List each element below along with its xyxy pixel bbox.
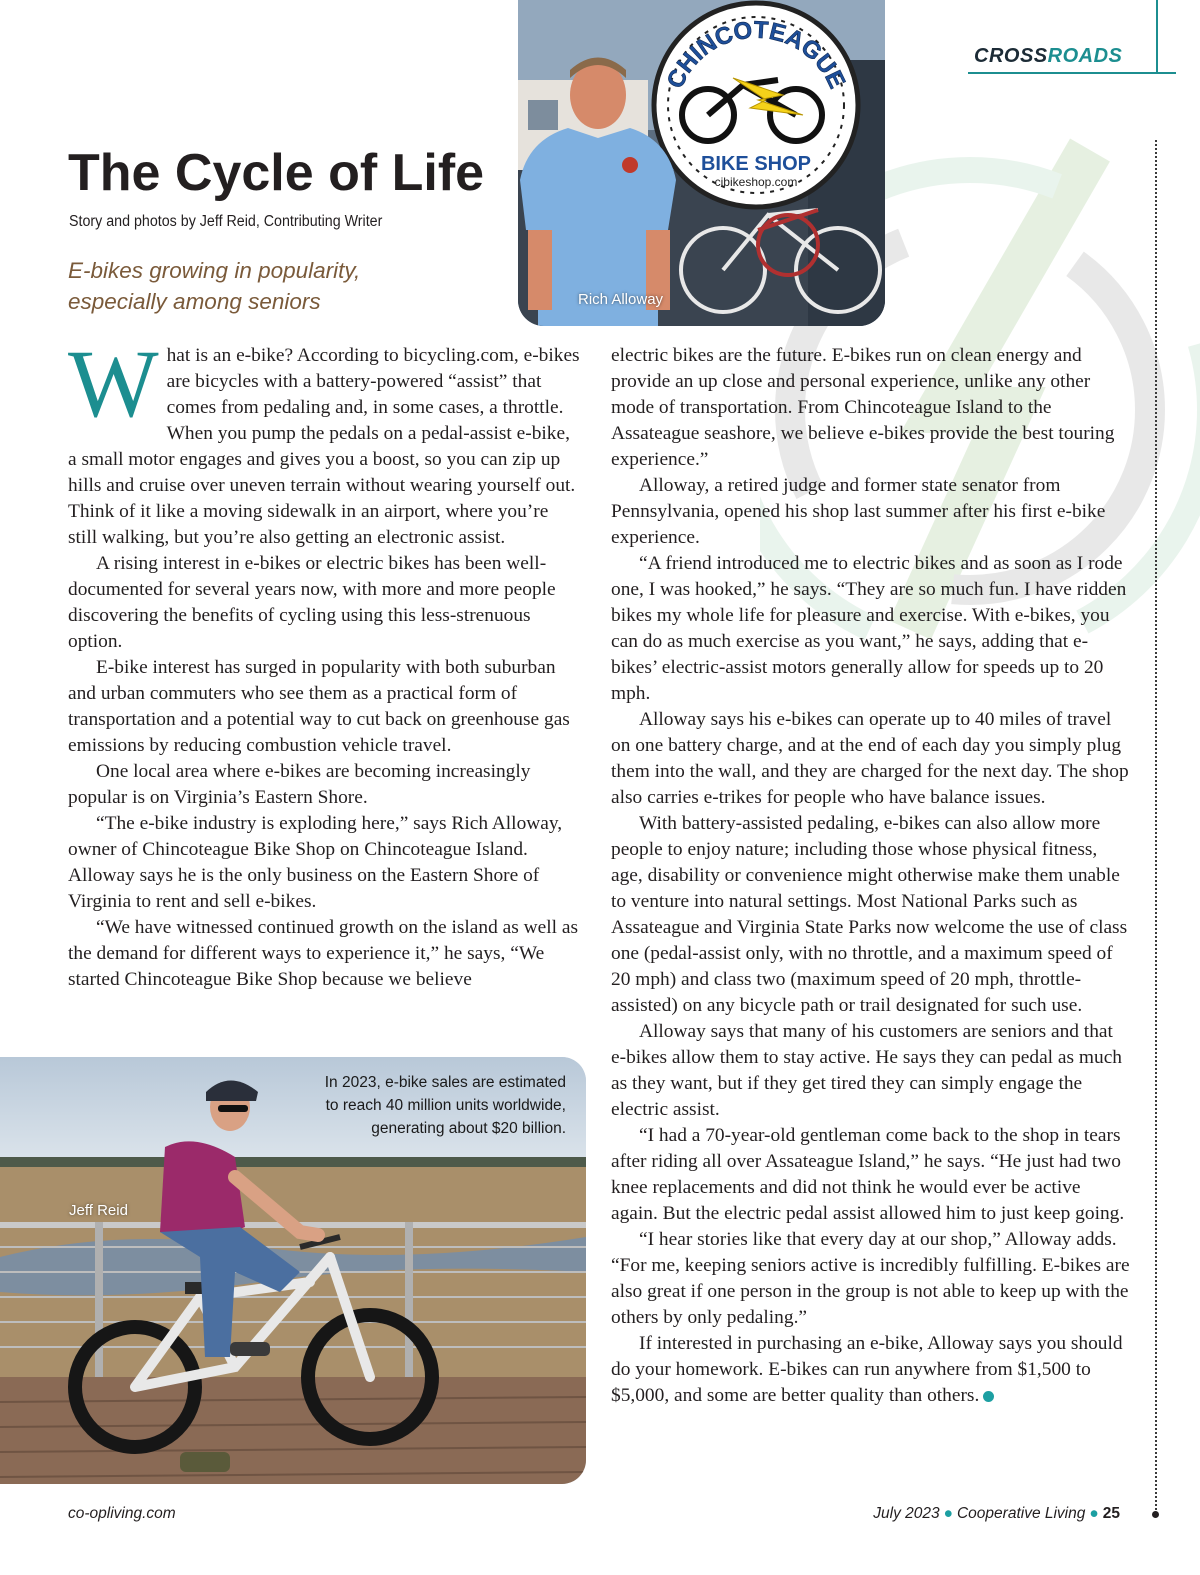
header-rule-vertical [1156,0,1158,74]
paragraph: E-bike interest has surged in popularity with both suburban and urban commuters who see them as a practical form of transportation and a potential way to cut back on greenhouse gas emissions by reducing combustion vehicle travel. [68,657,570,756]
paragraph: “We have witnessed continued growth on the island as well as the demand for different ways to experience it,” he says, “We started Chincoteague Bike Shop because we believe [68,917,579,990]
paragraph: “I hear stories like that every day at our shop,” Alloway adds. “For me, keeping seniors active is incredibly fulfilling. E-bikes are also great if one person in the group is not able to keep up with the others by only pedaling.” [611,1229,1130,1328]
photo-jeff-reid [0,1057,586,1484]
subhead [68,255,360,317]
paragraph: With battery-assisted pedaling, e-bikes can also allow more people to enjoy nature; including those whose physical fitness, age, disability or convenience might otherwise make them unable to venture into natural settings. Most National Parks such as Assateague and Virginia State Parks now welcome the use of class one (pedal-assist only, with no throttle, and a maximum speed of 20 mph) and class two (maximum speed of 20 mph, throttle-assisted) on any bicycle path or trail designated for such use. [611,813,1128,1016]
sign-url-text: cibikeshop.com [714,175,798,189]
paragraph: Alloway says that many of his customers are seniors and that e-bikes allow them to stay active. He says they can pedal as much as they want, but if they get tired they can simply engage the electric assist. [611,1021,1122,1120]
paragraph [611,1331,1131,1409]
stat-caption [266,1071,566,1140]
end-mark-icon [983,1391,994,1402]
section-label-part2: ROADS [1047,45,1123,67]
subhead-line-2: especially among seniors [68,289,321,314]
footer-issue-date: July 2023 [873,1505,940,1522]
footer-issue-info [873,1505,1120,1523]
paragraph: Alloway says his e-bikes can operate up to 40 miles of travel on one battery charge, and at the end of each day you simply plug them into the wall, and they are charged for the next day. The shop also carries e-trikes for people who have balance issues. [611,709,1129,808]
footer-separator-icon: ● [1089,1505,1099,1522]
article-title [68,143,484,203]
paragraph-text: If interested in purchasing an e-bike, Alloway says you should do your homework. E-bikes can run anywhere from $1,500 to $5,000, and some are better quality than others. [611,1333,1123,1406]
page-number: 25 [1102,1505,1120,1522]
footer-website: co-opliving.com [68,1505,176,1522]
photo-caption-rich: Rich Alloway [578,291,664,308]
byline: Story and photos by Jeff Reid, Contributing Writer [69,213,383,230]
article-column-right [611,343,1131,1409]
article-title-part1: The Cycle [68,144,329,202]
footer-bullet-icon [1152,1511,1159,1518]
article-title-part2: of Life [328,144,485,202]
footer-magazine-name: Cooperative Living [956,1505,1086,1522]
sign-mid-text: BIKE SHOP [700,153,812,175]
paragraph: “The e-bike industry is exploding here,” says Rich Alloway, owner of Chincoteague Bike Shop on Chincoteague Island. Alloway says he is the only business on the Eastern Shore of Virginia to rent and sell e-bikes. [68,813,563,912]
paragraph: One local area where e-bikes are becoming increasingly popular is on Virginia’s Eastern Shore. [68,761,531,808]
article-column-left [68,330,580,993]
paragraph: A rising interest in e-bikes or electric bikes has been well-documented for several years now, with more and more people discovering the benefits of cycling using this less-strenuous option. [68,553,556,652]
section-label [974,45,1122,68]
sign-top-text: CHINCOTEAGUE [661,16,851,93]
paragraph: “I had a 70-year-old gentleman come back to the shop in tears after riding all over Assateague Island,” he says. “He just had two knee replacements and did not think he would ever be active again. But the electric pedal assist allowed him to just keep going. [611,1125,1125,1224]
paragraph [68,330,580,551]
section-label-part1: CROSS [974,45,1048,67]
page-edge-dotted-rule [1155,140,1157,1510]
drop-cap: W [68,330,159,437]
subhead-line-1: E-bikes growing in popularity, [68,258,361,283]
footer-separator-icon: ● [943,1505,953,1522]
photo-rich-alloway [518,0,885,326]
paragraph: “A friend introduced me to electric bikes and as soon as I rode one, I was hooked,” he says. “They are so much fun. I have ridden bikes my whole life for pleasure and exercise. With e-bikes, you can do as much exercise as you want,” he says, adding that e-bikes’ electric-assist motors generally allow for speeds up to 20 mph. [611,553,1127,704]
shop-photo-illustration [518,0,885,326]
header-rule-horizontal [968,72,1176,74]
paragraph: electric bikes are the future. E-bikes run on clean energy and provide an up close and personal experience, unlike any other mode of transportation. From Chincoteague Island to the Assateague seashore, we believe e-bikes provide the best touring experience.” [611,345,1115,470]
photo-caption-jeff: Jeff Reid [69,1202,128,1219]
stat-caption-line-1: In 2023, e-bike sales are estimated [324,1074,566,1091]
paragraph-text: hat is an e-bike? According to bicycling.com, e-bikes are bicycles with a battery-powered “assist” that comes from pedaling and, in some cases, a throttle. When you pump the pedals on a pedal-assist e-bike, a small motor engages and gives you a boost, so you can zip up hills and cruise over uneven terrain without wearing yourself out. Think of it like a moving sidewalk in an airport, where you’re still walking, but you’re also getting an electronic assist. [68,345,580,548]
stat-caption-line-3: generating about $20 billion. [371,1120,566,1137]
stat-caption-line-2: to reach 40 million units worldwide, [325,1097,566,1114]
paragraph: Alloway, a retired judge and former state senator from Pennsylvania, opened his shop last summer after his first e-bike experience. [611,475,1106,548]
